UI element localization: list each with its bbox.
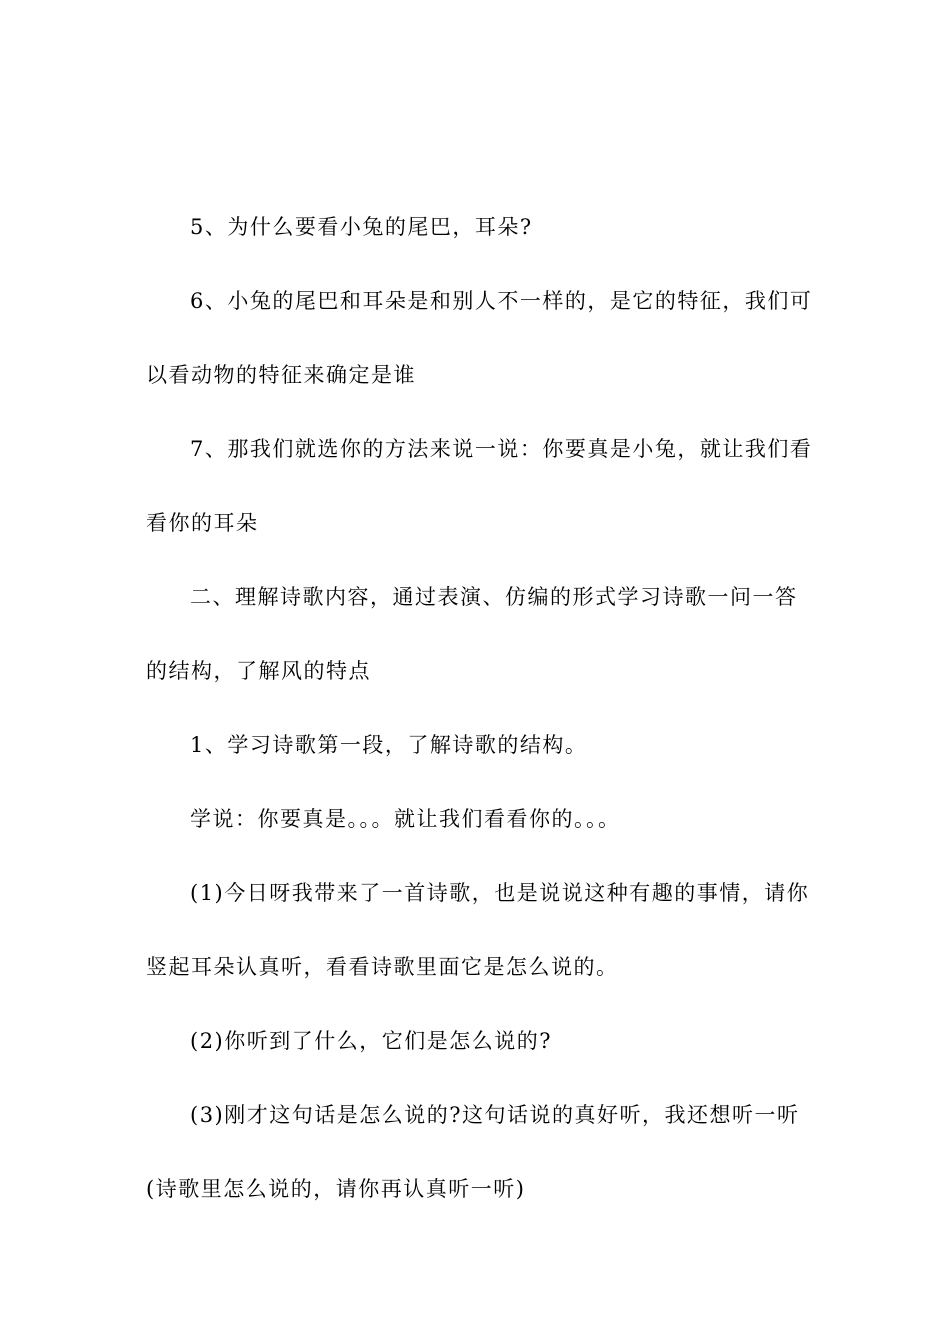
paragraph-item-1	[146, 723, 806, 797]
paragraph-sub-1	[146, 871, 810, 1019]
paragraph-line: (1)今日呀我带来了一首诗歌，也是说说这种有趣的事情，请你	[190, 881, 810, 905]
paragraph-line: (3)刚才这句话是怎么说的?这句话说的真好听，我还想听一听	[190, 1103, 800, 1127]
paragraph-line: (2)你听到了什么，它们是怎么说的?	[190, 1029, 553, 1053]
paragraph-line: 二、理解诗歌内容，通过表演、仿编的形式学习诗歌一问一答	[190, 585, 798, 609]
paragraph-line: 7、那我们就选你的方法来说一说：你要真是小兔，就让我们看	[190, 437, 813, 461]
document-body	[146, 205, 813, 1241]
paragraph-line: 看你的耳朵	[146, 511, 259, 535]
paragraph-line: 5、为什么要看小兔的尾巴，耳朵?	[190, 215, 533, 239]
paragraph-practice	[146, 797, 806, 871]
section-heading-2	[146, 575, 806, 723]
paragraph-line: 6、小兔的尾巴和耳朵是和别人不一样的，是它的特征，我们可	[190, 289, 813, 313]
paragraph-line: 学说：你要真是。。。就让我们看看你的。。。	[190, 807, 621, 831]
paragraph-sub-2	[146, 1019, 806, 1093]
paragraph-line: (诗歌里怎么说的，请你再认真听一听)	[146, 1177, 526, 1201]
paragraph-item-6	[146, 279, 813, 427]
paragraph-item-5	[146, 205, 806, 279]
paragraph-item-7	[146, 427, 813, 575]
paragraph-line: 的结构，了解风的特点	[146, 659, 371, 683]
paragraph-line: 1、学习诗歌第一段，了解诗歌的结构。	[190, 733, 588, 757]
paragraph-line: 以看动物的特征来确定是谁	[146, 363, 416, 387]
paragraph-sub-3	[146, 1093, 806, 1241]
paragraph-line: 竖起耳朵认真听，看看诗歌里面它是怎么说的。	[146, 955, 619, 979]
